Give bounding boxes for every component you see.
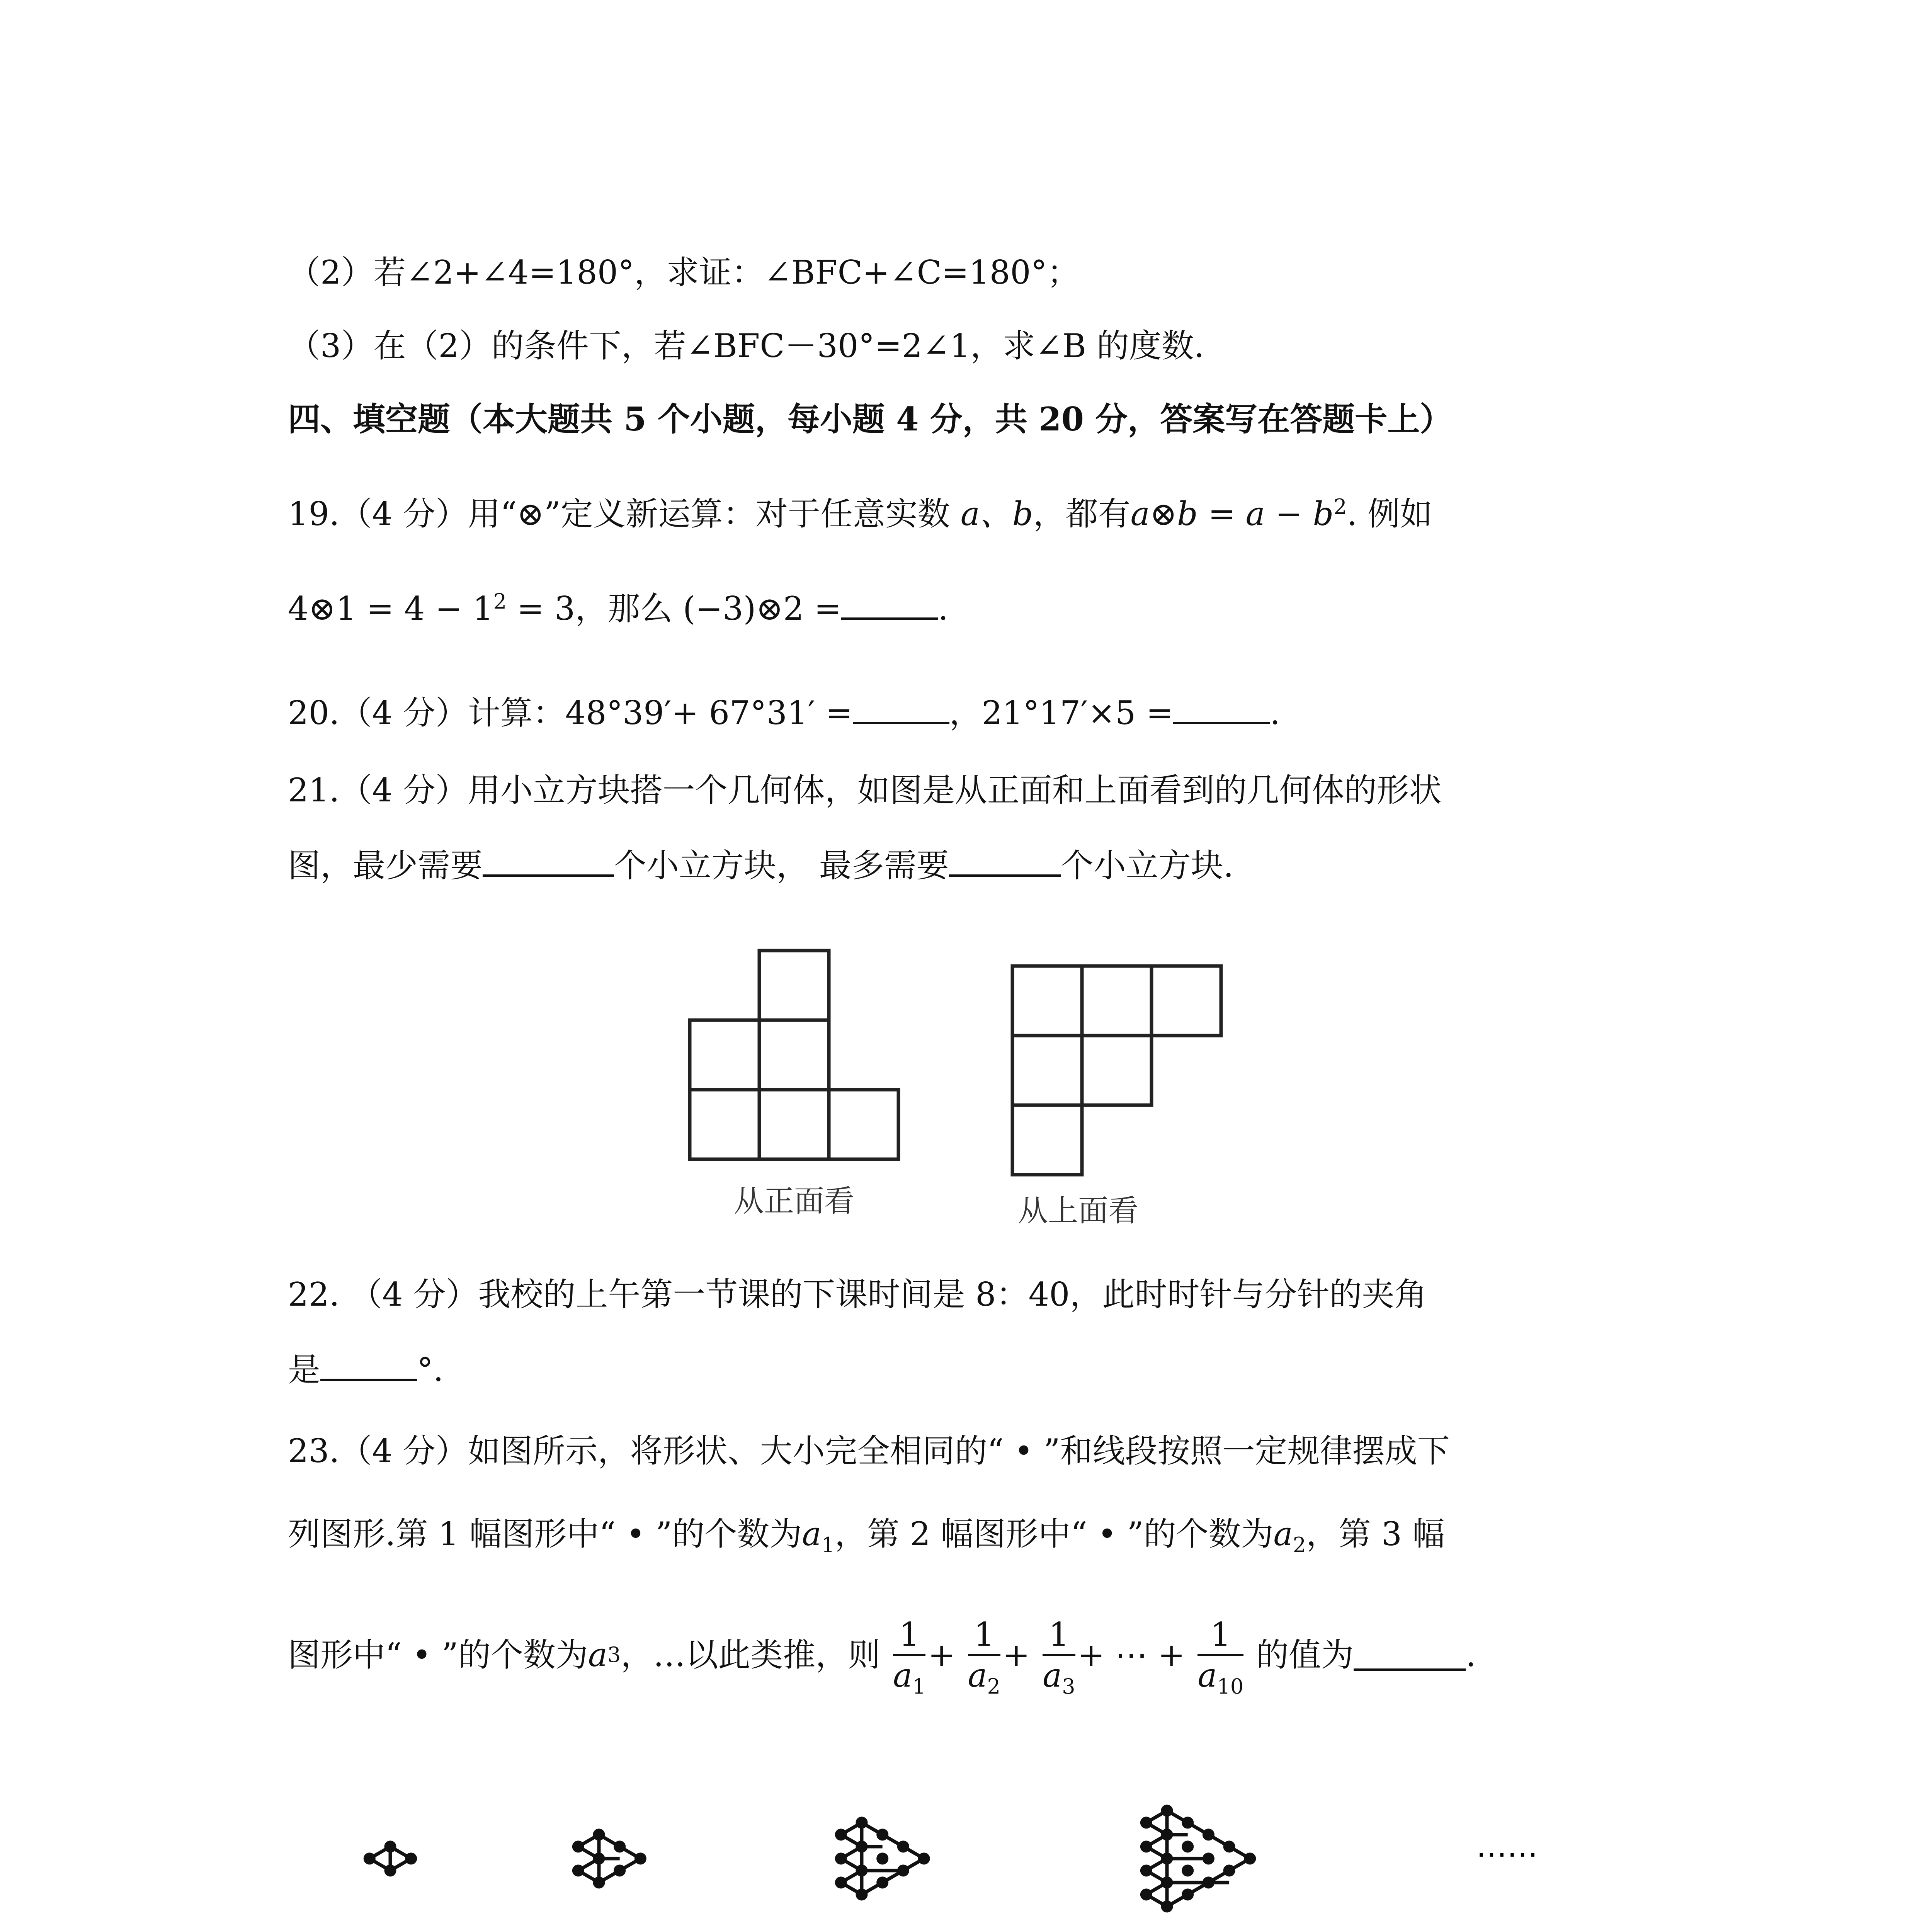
pattern-outline xyxy=(862,1823,924,1895)
top-cell xyxy=(1012,1105,1082,1175)
frac-den-a: a xyxy=(893,1656,913,1694)
pattern-dot xyxy=(1204,1830,1213,1839)
pattern-dot xyxy=(1246,1854,1254,1863)
ellipsis-plus: + ⋯ + xyxy=(1077,1636,1185,1674)
frac-den xyxy=(1197,1656,1244,1699)
q23-a1: a xyxy=(802,1515,822,1553)
q23-a3-sub: 3 xyxy=(607,1643,621,1667)
pattern-dot xyxy=(1163,1854,1171,1863)
pattern-dot xyxy=(857,1890,866,1899)
q19-example-tail: = 3 xyxy=(507,590,575,628)
q19-example-exp: 2 xyxy=(493,589,507,614)
q20-part-a: 20.（4 分）计算：48°39′+ 67°31′ = xyxy=(288,694,853,732)
q23-a3: a xyxy=(588,1636,607,1674)
top-view-caption: 从上面看 xyxy=(1017,1194,1139,1228)
q23-pattern-figure xyxy=(328,1762,1642,1932)
q23-frac-1 xyxy=(893,1615,926,1699)
q19-answer-blank xyxy=(841,588,938,620)
q19-line2 xyxy=(288,587,948,630)
q21-line1: 21.（4 分）用小立方块搭一个几何体，如图是从正面和上面看到的几何体的形状 xyxy=(288,771,1442,809)
q20-end: . xyxy=(1270,694,1281,732)
top-cell xyxy=(1082,966,1152,1036)
pattern-dot xyxy=(878,1878,887,1887)
q19-question: ，那么 (−3)⊗2 = xyxy=(575,590,842,628)
top-cell xyxy=(1012,966,1082,1036)
q18-part3: （3）在（2）的条件下，若∠BFC－30°=2∠1，求∠B 的度数. xyxy=(288,327,1204,365)
pattern-dot xyxy=(1142,1866,1150,1875)
frac-num: 1 xyxy=(968,1615,1000,1656)
q21-blank-min xyxy=(483,845,614,877)
q19-text-c: . 例如 xyxy=(1347,495,1433,533)
q21-line2 xyxy=(288,844,1233,887)
pattern-dot xyxy=(899,1842,907,1851)
pattern-dot xyxy=(1163,1806,1171,1815)
q19-formula-exp: 2 xyxy=(1334,495,1347,519)
pattern-dot xyxy=(595,1878,603,1887)
pattern-dot xyxy=(595,1854,603,1863)
pattern-dot xyxy=(616,1842,624,1851)
q19-text-b: ，都有 xyxy=(1033,495,1131,533)
top-cell xyxy=(1152,966,1221,1036)
frac-den-sub: 3 xyxy=(1062,1674,1075,1699)
pattern-dot xyxy=(878,1830,887,1839)
front-cell xyxy=(690,1090,759,1159)
pattern-dot xyxy=(857,1842,866,1851)
section4-title: 四、填空题（本大题共 5 个小题，每小题 4 分，共 20 分，答案写在答题卡上） xyxy=(288,400,1453,438)
front-cell xyxy=(759,1020,829,1090)
pattern-dot xyxy=(365,1854,374,1863)
q19-text: 19.（4 分）用“⊗”定义新运算：对于任意实数 xyxy=(288,495,951,533)
frac-den-a: a xyxy=(968,1656,987,1694)
q19-line1 xyxy=(288,493,1432,535)
front-cell xyxy=(829,1090,898,1159)
q20-line xyxy=(288,692,1280,734)
q20-part-b: ，21°17′×5 = xyxy=(949,694,1174,732)
pattern-dot xyxy=(878,1854,887,1863)
frac-num: 1 xyxy=(1043,1615,1075,1656)
frac-den-sub: 1 xyxy=(912,1674,926,1699)
q23-text-f: 的值为 xyxy=(1256,1636,1354,1674)
pattern-dot xyxy=(1142,1842,1150,1851)
frac-den xyxy=(893,1656,926,1699)
q20-blank-1 xyxy=(853,692,949,724)
q23-text-a: 列图形.第 1 幅图形中“ • ”的个数为 xyxy=(288,1515,802,1553)
pattern-dot xyxy=(837,1830,845,1839)
pattern-dot xyxy=(1163,1878,1171,1887)
q23-frac-2 xyxy=(968,1615,1001,1699)
q19-formula: a⊗b = a − b xyxy=(1130,495,1334,533)
q20-blank-2 xyxy=(1173,692,1270,724)
pattern-dot xyxy=(837,1854,845,1863)
q23-a2: a xyxy=(1273,1515,1293,1553)
pattern-dot xyxy=(1163,1830,1171,1839)
front-cell xyxy=(690,1020,759,1090)
pattern-dot xyxy=(1184,1866,1192,1875)
pattern-dot xyxy=(595,1830,603,1839)
q18-part2: （2）若∠2+∠4=180°，求证：∠BFC+∠C=180°； xyxy=(288,253,1080,291)
q19-example: 4⊗1 = 4 − 1 xyxy=(288,590,493,628)
q23-blank xyxy=(1354,1639,1466,1671)
q23-a1-sub: 1 xyxy=(821,1532,835,1557)
plus-sign: + xyxy=(1003,1636,1030,1674)
pattern-dot xyxy=(899,1866,907,1875)
q22-text-a: 是 xyxy=(288,1351,321,1389)
q22-text-b: °. xyxy=(417,1351,444,1389)
q23-end: . xyxy=(1465,1636,1476,1674)
frac-den xyxy=(1043,1656,1075,1699)
q21-text-a: 图，最少需要 xyxy=(288,847,483,884)
pattern-dot xyxy=(574,1842,582,1851)
q23-text-c: ，第 3 幅 xyxy=(1306,1515,1445,1553)
pattern-group xyxy=(365,1806,1254,1911)
frac-num: 1 xyxy=(1197,1615,1243,1656)
q23-frac-3 xyxy=(1043,1615,1075,1699)
pattern-dot xyxy=(837,1878,845,1887)
pattern-dot xyxy=(636,1854,645,1863)
pattern-dot xyxy=(1184,1818,1192,1827)
frac-num: 1 xyxy=(893,1615,925,1656)
q22-blank xyxy=(320,1349,417,1381)
pattern-dot xyxy=(616,1866,624,1875)
top-cell xyxy=(1012,1036,1082,1105)
pattern-dot xyxy=(407,1854,415,1863)
q21-front-view xyxy=(680,943,912,1244)
frac-den-sub: 2 xyxy=(987,1674,1001,1699)
pattern-dot xyxy=(857,1818,866,1827)
q21-top-view xyxy=(1005,958,1252,1252)
frac-den xyxy=(968,1656,1001,1699)
pattern-dot xyxy=(1142,1890,1150,1899)
frac-den-a: a xyxy=(1043,1656,1062,1694)
pattern-dot xyxy=(386,1842,395,1851)
pattern-dot xyxy=(1184,1842,1192,1851)
front-view-caption: 从正面看 xyxy=(733,1184,855,1219)
pattern-ellipsis: …… xyxy=(1476,1828,1538,1864)
q21-blank-max xyxy=(949,845,1061,877)
q23-line1: 23.（4 分）如图所示，将形状、大小完全相同的“ • ”和线段按照一定规律摆成下 xyxy=(288,1432,1450,1470)
q23-frac-10 xyxy=(1197,1615,1244,1699)
pattern-dot xyxy=(920,1854,928,1863)
q23-text-b: ，第 2 幅图形中“ • ”的个数为 xyxy=(834,1515,1274,1553)
pattern-dot xyxy=(1184,1890,1192,1899)
pattern-dot xyxy=(386,1866,395,1875)
pattern-dot xyxy=(1204,1854,1213,1863)
pattern-dot xyxy=(1204,1878,1213,1887)
frac-den-a: a xyxy=(1197,1656,1217,1694)
q23-line3 xyxy=(288,1615,1476,1699)
pattern-dot xyxy=(574,1866,582,1875)
q21-text-c: 个小立方块. xyxy=(1061,847,1234,884)
q23-a2-sub: 2 xyxy=(1293,1532,1306,1557)
frac-den-sub: 10 xyxy=(1217,1674,1244,1699)
q21-text-b: 个小立方块， 最多需要 xyxy=(614,847,949,884)
q23-text-e: ，…以此类推，则 xyxy=(621,1636,881,1674)
q22-line1: 22. （4 分）我校的上午第一节课的下课时间是 8：40，此时时针与分针的夹角 xyxy=(288,1276,1427,1313)
top-cell xyxy=(1082,1036,1152,1105)
pattern-dot xyxy=(1225,1842,1233,1851)
q19-end: . xyxy=(938,590,949,628)
q22-line2 xyxy=(288,1349,444,1391)
q23-line2 xyxy=(288,1513,1445,1555)
pattern-dot xyxy=(1163,1902,1171,1911)
front-cell xyxy=(759,951,829,1020)
front-cell xyxy=(759,1090,829,1159)
q23-text-d: 图形中“ • ”的个数为 xyxy=(288,1636,588,1674)
pattern-dot xyxy=(857,1866,866,1875)
q19-vars: a、b xyxy=(960,495,1033,533)
plus-sign: + xyxy=(928,1636,955,1674)
pattern-dot xyxy=(1142,1818,1150,1827)
pattern-dot xyxy=(1225,1866,1233,1875)
